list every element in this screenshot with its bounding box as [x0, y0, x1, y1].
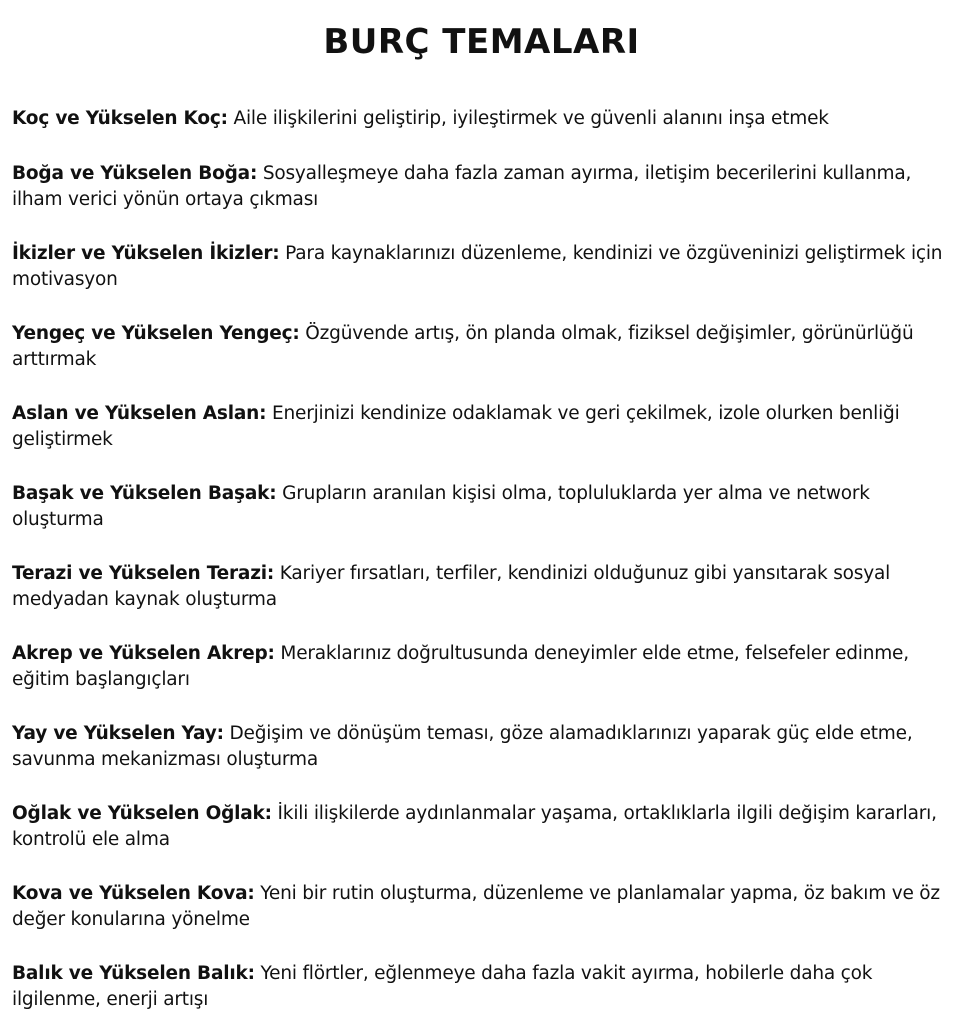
entry-boga: [12, 161, 951, 213]
theme-text: Değişim ve dönüşüm teması, göze alamadıklarınızı yaparak güç elde etme, savunma mekanizması oluşturma: [12, 723, 913, 770]
theme-text: Yeni bir rutin oluşturma, düzenleme ve planlamalar yapma, öz bakım ve öz değer konularına yönelme: [12, 883, 940, 930]
zodiac-theme-list: [12, 106, 951, 1013]
entry-ikizler: [12, 241, 951, 293]
sign-label: Yay ve Yükselen Yay:: [12, 723, 224, 744]
theme-text: Kariyer fırsatları, terfiler, kendinizi olduğunuz gibi yansıtarak sosyal medyadan kaynak oluşturma: [12, 563, 891, 610]
sign-label: Başak ve Yükselen Başak:: [12, 483, 277, 504]
entry-oglak: [12, 801, 951, 853]
sign-label: Oğlak ve Yükselen Oğlak:: [12, 803, 272, 824]
sign-label: Kova ve Yükselen Kova:: [12, 883, 255, 904]
theme-text: Yeni flörtler, eğlenmeye daha fazla vakit ayırma, hobilerle daha çok ilgilenme, enerji artışı: [12, 963, 873, 1010]
entry-yay: [12, 721, 951, 773]
sign-label: Boğa ve Yükselen Boğa:: [12, 163, 258, 184]
entry-terazi: [12, 561, 951, 613]
theme-text: Meraklarınız doğrultusunda deneyimler elde etme, felsefeler edinme, eğitim başlangıçları: [12, 643, 909, 690]
entry-kova: [12, 881, 951, 933]
theme-text: Özgüvende artış, ön planda olmak, fiziksel değişimler, görünürlüğü arttırmak: [12, 323, 914, 370]
sign-label: İkizler ve Yükselen İkizler:: [12, 243, 280, 264]
sign-label: Aslan ve Yükselen Aslan:: [12, 403, 267, 424]
theme-text: Enerjinizi kendinize odaklamak ve geri çekilmek, izole olurken benliği geliştirmek: [12, 403, 900, 450]
entry-aslan: [12, 401, 951, 453]
sign-label: Balık ve Yükselen Balık:: [12, 963, 255, 984]
entry-koc: [12, 106, 951, 132]
theme-text: İkili ilişkilerde aydınlanmalar yaşama, ortaklıklarla ilgili değişim kararları, kontrolü ele alma: [12, 803, 937, 850]
theme-text: Sosyalleşmeye daha fazla zaman ayırma, iletişim becerilerini kullanma, ilham verici yönün ortaya çıkması: [12, 163, 912, 210]
entry-yengec: [12, 321, 951, 373]
sign-label: Yengeç ve Yükselen Yengeç:: [12, 323, 300, 344]
entry-balik: [12, 961, 951, 1013]
theme-text: Aile ilişkilerini geliştirip, iyileştirmek ve güvenli alanını inşa etmek: [227, 108, 829, 129]
theme-text: Grupların aranılan kişisi olma, topluluklarda yer alma ve network oluşturma: [12, 483, 870, 530]
sign-label: Terazi ve Yükselen Terazi:: [12, 563, 275, 584]
sign-label: Akrep ve Yükselen Akrep:: [12, 643, 275, 664]
theme-text: Para kaynaklarınızı düzenleme, kendinizi ve özgüveninizi geliştirmek için motivasyon: [12, 243, 943, 290]
entry-basak: [12, 481, 951, 533]
page-title: BURÇ TEMALARI: [323, 22, 640, 62]
entry-akrep: [12, 641, 951, 693]
sign-label: Koç ve Yükselen Koç:: [12, 108, 228, 129]
